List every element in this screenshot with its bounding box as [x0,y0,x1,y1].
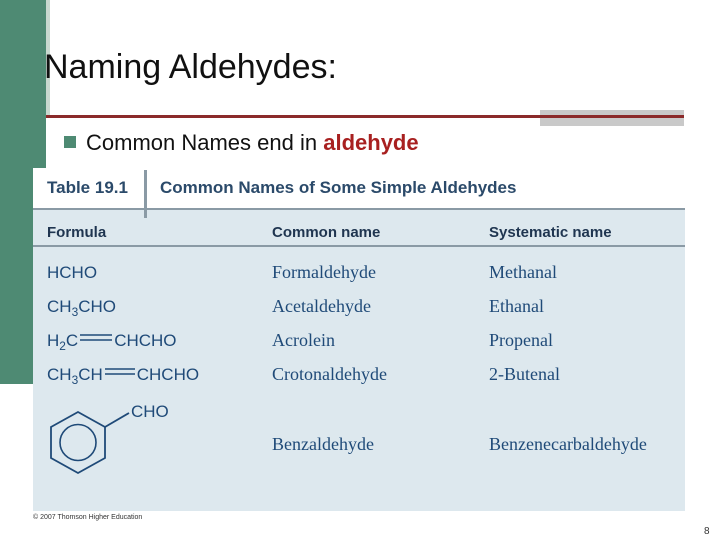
col-header-formula: Formula [47,224,107,241]
title-rule [46,115,684,118]
row3-common: Acrolein [272,330,335,350]
double-bond-icon [80,332,112,344]
row4-formula: $CH_3CH$ CHCHO [47,365,200,387]
row2-formula: $CH_3CHO$ [47,297,116,319]
title-rule-block [540,110,684,126]
col-header-common: Common name [272,224,381,241]
row3-formula: $H_2C$ CHCHO [47,331,177,353]
row1-systematic: Methanal [489,262,557,282]
row5-systematic: Benzenecarbaldehyde [489,434,647,454]
col-header-systematic: Systematic name [489,224,612,241]
bullet-highlight: aldehyde [323,130,419,155]
table-header-divider [144,170,147,218]
table-header-rule [33,245,685,247]
row4-systematic: 2-Butenal [489,364,560,384]
slide-title: Naming Aldehydes: [44,48,337,86]
row5-substituent: CHO [131,402,169,421]
row3-systematic: Propenal [489,330,553,350]
double-bond-icon [105,366,135,378]
table-number: Table 19.1 [47,178,128,197]
copyright-note: © 2007 Thomson Higher Education [33,514,143,521]
row5-common: Benzaldehyde [272,434,374,454]
row1-formula: HCHO [47,263,98,282]
table-title: Common Names of Some Simple Aldehydes [160,178,517,197]
bullet-square-icon [64,136,76,148]
bullet-text: Common Names end in [86,130,318,155]
row2-common: Acetaldehyde [272,296,371,316]
page-number: 8 [704,526,710,537]
bullet-item [64,130,419,156]
table-header [33,168,685,208]
benzene-ring-icon [43,394,143,484]
row4-common: Crotonaldehyde [272,364,387,384]
table-top-rule [33,208,685,210]
aldehyde-table [33,168,685,511]
row2-systematic: Ethanal [489,296,544,316]
row1-common: Formaldehyde [272,262,376,282]
